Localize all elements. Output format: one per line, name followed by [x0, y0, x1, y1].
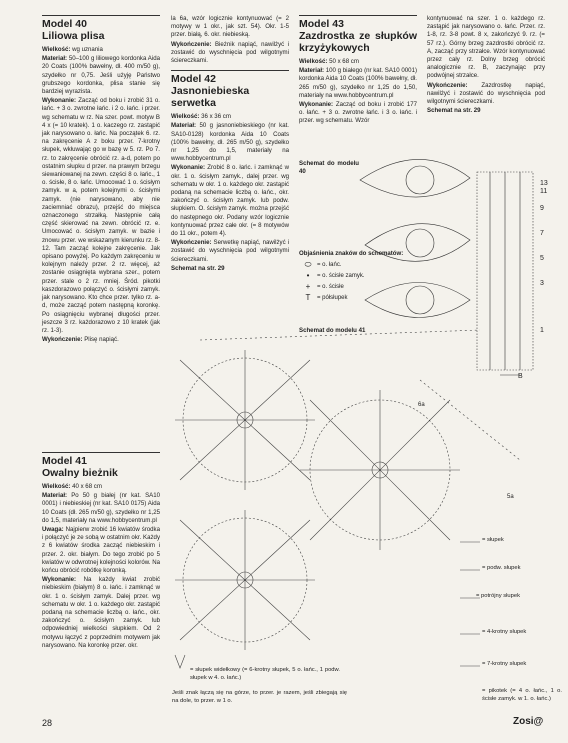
legend-7tr: = 7-krotny słupek	[482, 661, 527, 667]
model-43-size: Wielkość: 50 x 68 cm	[299, 58, 359, 65]
model-41-note: Uwaga: Najpierw zrobić 16 kwiatów środka i połączyć je ze sobą w ostatnim okr. Każdy z 6 kwiatów środka zacząć niebieskim i przer. 2. okr. białym. Do tego zrobić po 5 kwiatów w odwrotnej kolejności kolorów. Na końcu obrócić robótkę koronką.	[42, 526, 160, 575]
model-42-work: Wykonanie: Zrobić 8 o. łańc. i zamknąć w okr. 1 o. ścisłym zamyk., dalej przer. wg schematu w okr. 1 o. każdego okr. zastąpić podaną na schemacie liczbą o. łańc., okr. zakończyć o. ścisłym zamyk. lub podw. słupkiem. O. ścisłym zamyk. można przejść do następnego okr. Podany wzór logicznie kontynuować przez całe okr. (= 8 motywów do 11 okr., potem 4).	[171, 164, 289, 238]
row-number: 3	[540, 280, 544, 287]
legend-sc: + = o. ścisłe	[299, 281, 409, 292]
legend-4tr: = 4-krotny słupek	[482, 629, 527, 635]
model-42-schema: Schemat na str. 29	[171, 264, 225, 272]
schemat-40-caption: Schemat do modelu 40	[299, 160, 359, 176]
model-43-work: Wykonanie: Zacząć od boku i zrobić 177 o. łańc. + 3 o. zwrotne łańc. i 3 o. łańc. i przer. wg schematu. Wzór	[299, 101, 417, 125]
model-41-work: Wykonanie: Na każdy kwiat zrobić niebieskim (białym) 8 o. łańc. i zamknąć w okr. 1 o. ścisłym zamyk. Dalej przer. wg schematu w okr. 1 o. każdego okr. zastąpić podaną na schemacie liczbą o. łańc., okr. zakończyć o. ścisłym zamyk. lub odpowiedniej wielkości słupkiem. Od 2 motywu łączyć z poprzednim motywem jak narysowano. Na koronkę przer. okr.	[42, 576, 160, 649]
row-number: 5	[540, 255, 544, 262]
legend-fan: = słupek widełkowy (= 6-krotny słupek, 5 o. łańc., 1 podw. słupek w 4. o. łańc.)	[190, 667, 340, 681]
row-number: 1	[540, 327, 544, 334]
single-crochet-icon: +	[305, 281, 311, 291]
model-41-size: Wielkość: 40 x 68 cm	[42, 483, 102, 490]
label-5a: 5a	[507, 494, 514, 500]
model-40-size: Wielkość: wg uznania	[42, 46, 103, 53]
legend-dtr: = potrójny słupek	[476, 593, 520, 599]
schemat-41-diagram	[175, 330, 520, 668]
schemat-40-diagram	[360, 159, 533, 375]
signature: Zosi@	[513, 716, 544, 727]
model-43-title: Zazdrostka ze słupków krzyżykowych	[299, 30, 417, 54]
row-number: 11	[540, 188, 548, 195]
model-40-material: Materiał: 50–100 g liliowego kordonka Aida 20 Coats (100% bawełny, dł. 400 m/50 g), szydełko nr 0,75. Jeśli użyję Państwo grubszego kordonka, plisa stanie się bardziej wyrazista.	[42, 55, 160, 96]
page-number: 28	[42, 718, 53, 728]
model-43-continuation: kontynuować na szer. 1 o. każdego rz. zastąpić jak narysowano o. łańc. Przer. rz. 1-8, rz. 3-8 powt. 8 x, zakończyć 9. rz. (= 57 rz.). Górny brzeg zazdrostki obrócić rz. A, zacząć przy strzałce. Wzór kontynuować przez cały rz. Dolny brzeg obrócić analogicznie rz. B, zaczynając przy podwójnej strzałce.	[427, 15, 545, 80]
model-43-finish: Wykończenie: Zazdrostkę napiąć, nawilżyć i zostawić do wyschnięcia pod wilgotnymi ściereczkami.	[427, 81, 545, 106]
legend-picot: = pikotek (= 4 o. łańc., 1 o. ścisłe zamyk. w 1. o. łańc.)	[482, 688, 562, 702]
legend-dc: = słupek	[482, 537, 504, 543]
model-41-material: Materiał: Po 50 g białej (nr kat. SA10 0001) i niebieskiej (nr kat. SA10 0175) Aida 10 Coats (dł. 265 m/50 g), szydełko nr 1,25 do 1,5, materiały na www.hobbycentrum.pl	[42, 492, 160, 524]
model-42-title: Jasnoniebieska serwetka	[171, 85, 250, 110]
model-42-size: Wielkość: 36 x 36 cm	[171, 113, 231, 121]
model-41-heading: Model 41	[42, 455, 87, 467]
legend-slip: • = o. ścisłe zamyk.	[299, 270, 409, 281]
legend-title: Objaśnienia znaków do schematów:	[299, 250, 404, 257]
model-43-heading: Model 43	[299, 18, 344, 30]
bottom-note: Jeśli znak łączą się na górze, to przer. je razem, jeśli zbiegają się na dole, to przer. w 1 o.	[172, 690, 347, 704]
legend-chain: ⬭ = o. łańc.	[299, 259, 409, 270]
model-41-finish: Wykończenie: Bieżnik napiąć, nawilżyć i zostawić do wyschnięcia pod wilgotnymi ściereczkami.	[171, 40, 289, 65]
model-40-work: Wykonanie: Zacząć od boku i zrobić 31 o. łańc. + 3 o. zwrotne łańc. i 2 o. łańc. i przer. wg schematu w rz. Na szer. powt. motyw B 4 x (= 10 kratek). 1 o. kaczego rz. zastąpić jak narysowano o. łańc. Na początek 6. rz. na zakręcenie A z boku przer. 7-krotny słupek, wkłuwając go w bazę w 5. rz. Po 7. rz. to zakręcenie obrócić rz. a-d, potem po ostatnim słupku d przer. na prawym brzegu siewaniowanej na zewn. części 8 o. łańc., 1 o. ścisłe, 8 o. łańc. Umocować 1 o. ścisłym zamyk. w a, potem kolejnymi o. ścisłymi zamyk. (nie narysowano, aby nie zaciemniać obrazu), przejść do miejsca oznaczonego strzałką. Następnie całą część skierować na zewn. obrócić rz. e. Umocować o. ścisłym zamyk. w bazie i znowu przer. we wskazanym kierunku rz. 8-12. Tam zacząć kolejne zakręcenie. Jak opisano powyżej. Po każdym zakręceniu w kolejnym należy przer. 2 rz. więcej, aż zostanie osiągnięta wybrana szer., potem przer. stale o 2 rz. mniej. Śród. pikotki kaszdorazowo połączyć o. ścisłymi zamyk. jak narysowano. Kto chce przer. tylko rz. a-d, może zacząć potem następną koronkę. Po osiągnięciu wybranej długości przer. jeszcze 3 rz. każdorazowo z 10 kratek (jak rz. 1-3).	[42, 97, 160, 334]
model-40-heading: Model 40	[42, 18, 87, 30]
model-43-material: Materiał: 100 g białego (nr kat. SA10 0001) kordonka Aida 10 Coats (100% bawełny, dł. 265 m/50 g), szydełko nr 1,25 do 1,50, materiały na www.hobbycentrum.pl	[299, 67, 417, 99]
model-41-continuation: la 6a, wzór logicznie kontynuować (= 2 motywy w 1 okr., jak szt. 54). Okr. 1-5 przer. białą, 6. okr. niebieską.	[171, 15, 289, 39]
legend-tr: = podw. słupek	[482, 565, 521, 571]
model-41-title: Owalny bieżnik	[42, 467, 118, 479]
model-40-title: Liliowa plisa	[42, 30, 105, 42]
motif-label: B	[518, 373, 523, 380]
row-number: 13	[540, 180, 548, 187]
label-6a: 6a	[418, 402, 425, 408]
half-double-icon: T	[305, 292, 311, 302]
slip-stitch-icon: •	[306, 270, 310, 280]
schemat-41-caption: Schemat do modelu 41	[299, 327, 366, 334]
row-number: 7	[540, 230, 544, 237]
model-42-heading: Model 42	[171, 73, 216, 86]
model-42-material: Materiał: 50 g jasnoniebieskiego (nr kat. SA10-0128) kordonka Aida 10 Coats (100% bawełny, dł. 265 m/50 g), szydełko nr 1,25 do 1,5, materiały na www.hobbycentrum.pl	[171, 122, 289, 163]
model-40-finish: Wykończenie: Plisę napiąć.	[42, 336, 119, 344]
legend-hdc: T = półsłupek	[299, 292, 409, 303]
chain-stitch-icon: ⬭	[304, 259, 312, 269]
model-42-finish: Wykończenie: Serwetkę napiąć, nawilżyć i zostawić do wyschnięcia pod wilgotnymi ściereczkami.	[171, 239, 289, 263]
model-43-schema: Schemat na str. 29	[427, 107, 481, 115]
row-number: 9	[540, 205, 544, 212]
